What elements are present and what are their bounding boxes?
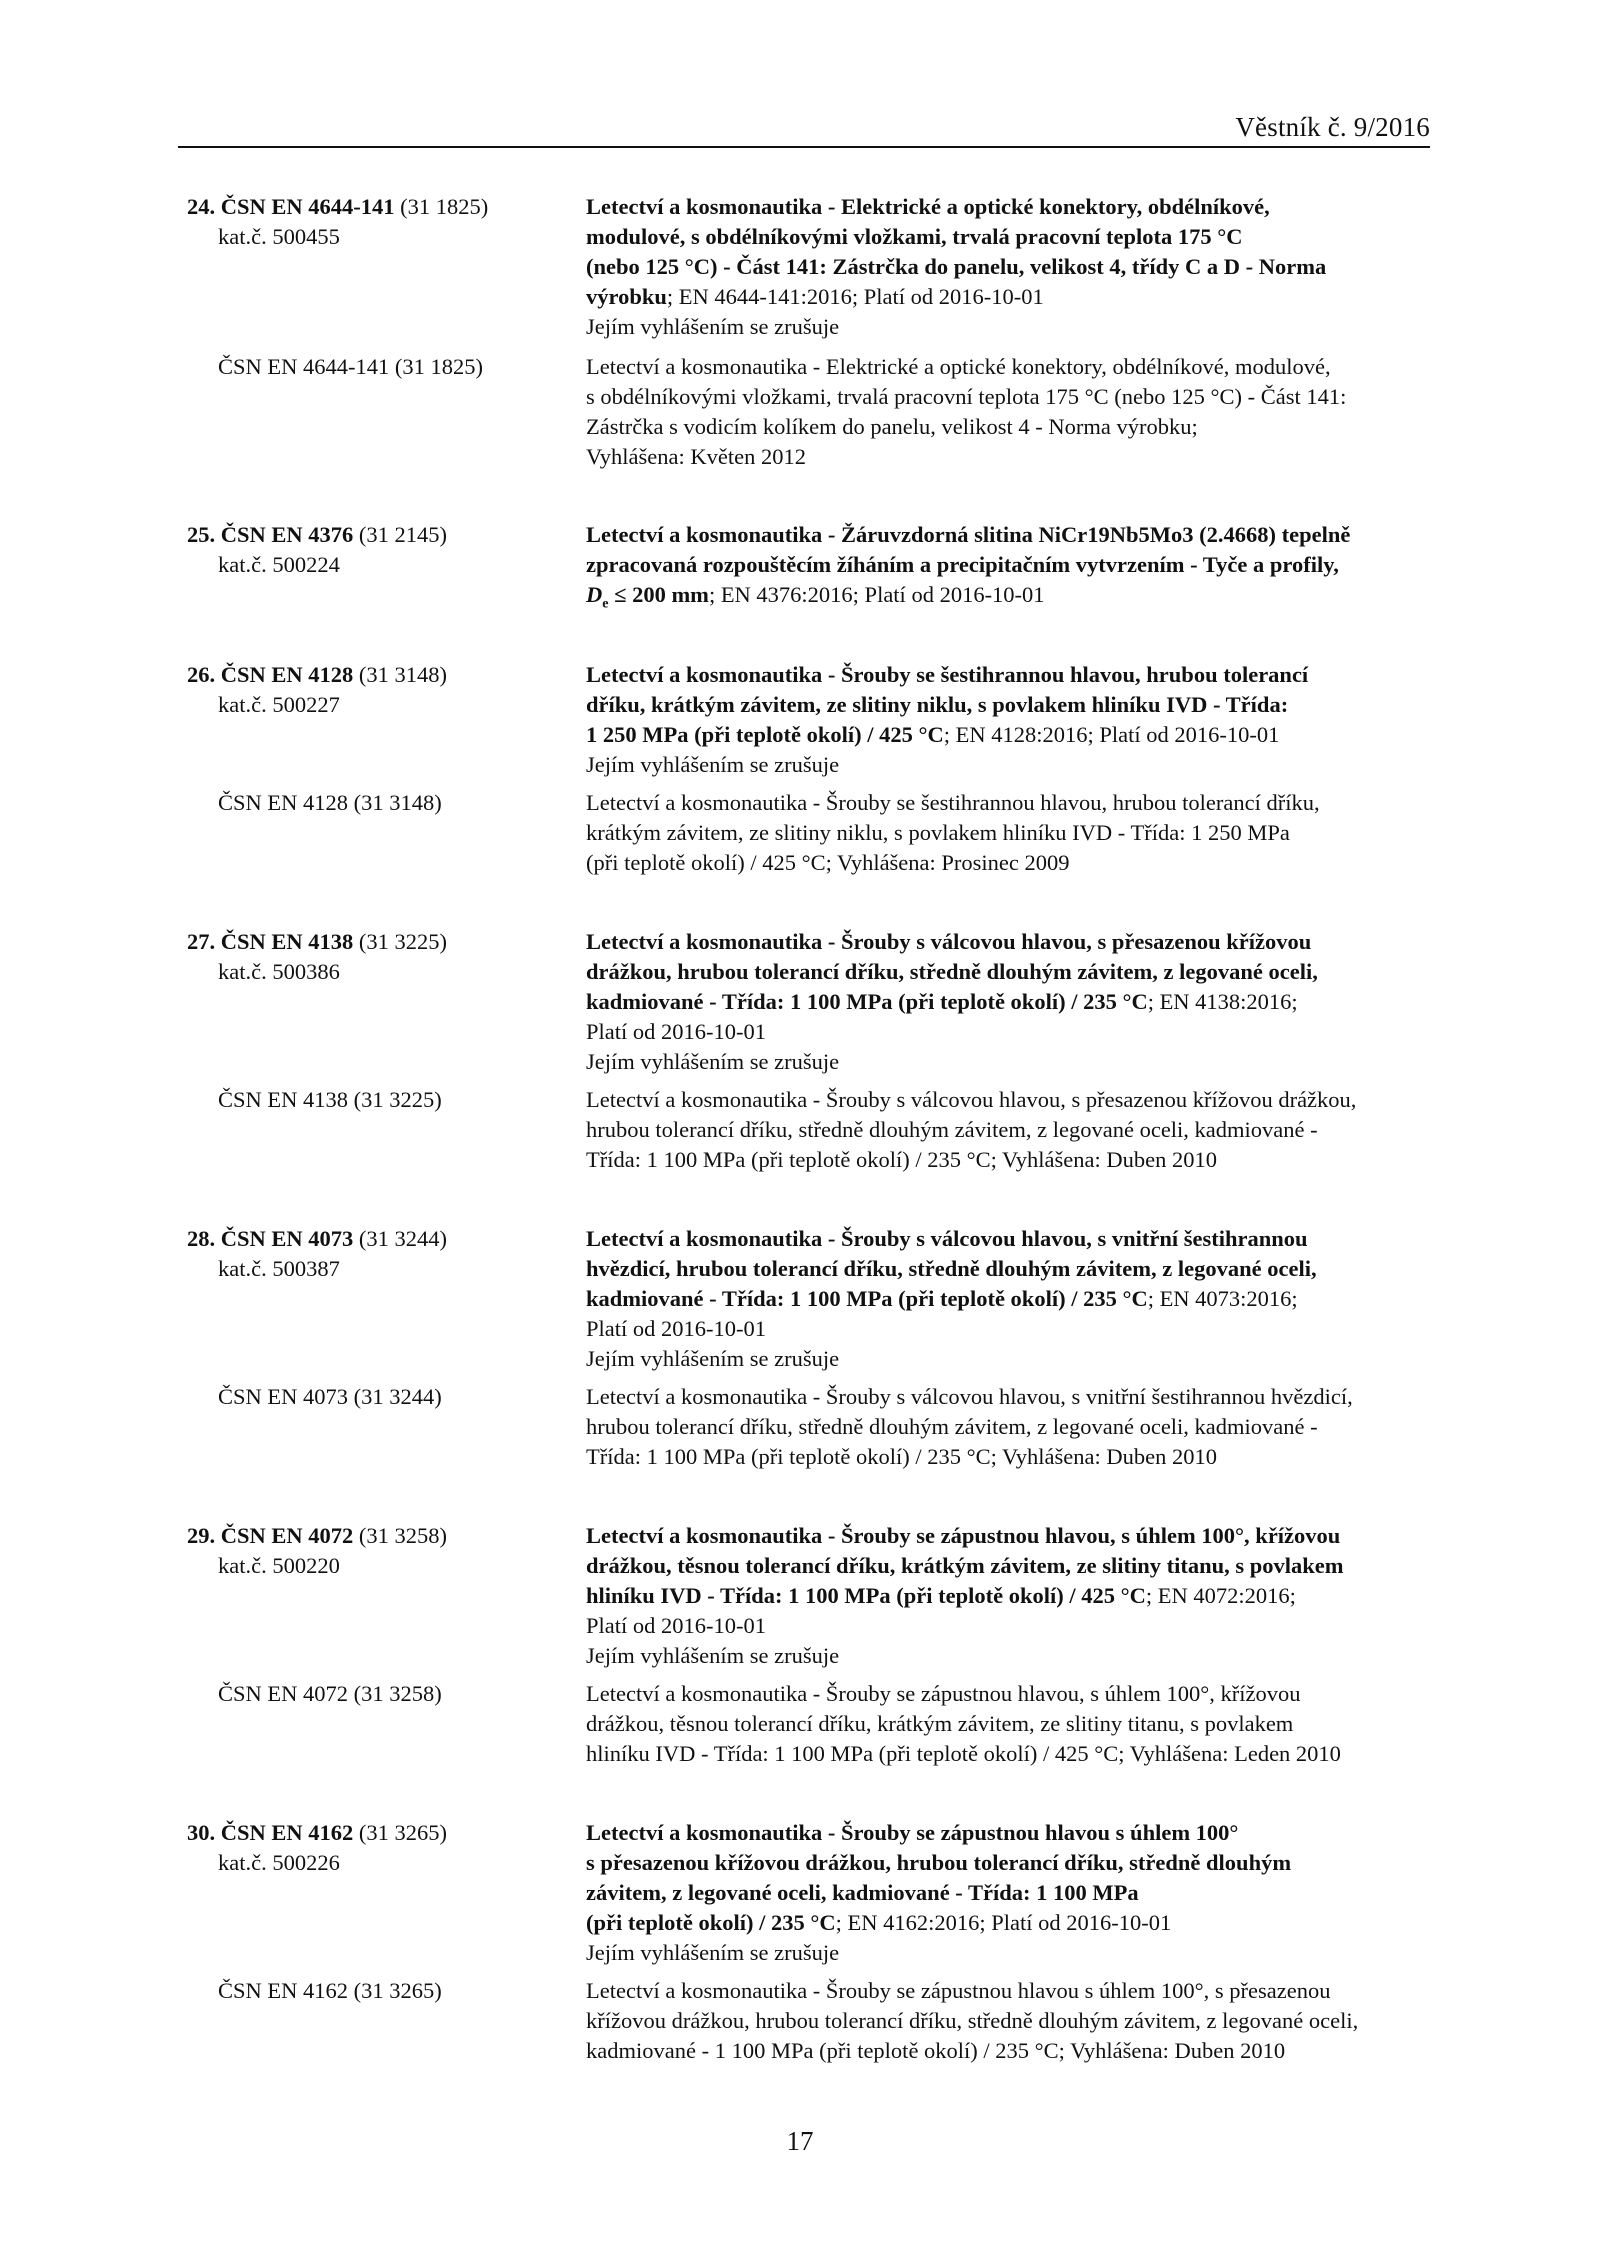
description-text: ; EN 4072:2016; xyxy=(1145,1583,1296,1608)
description-line xyxy=(586,1878,1436,1908)
old-standard-code: ČSN EN 4128 (31 3148) xyxy=(218,790,442,815)
catalog-number: kat.č. 500455 xyxy=(218,224,340,249)
description-line xyxy=(586,1047,1436,1077)
classification-code: (31 3258) xyxy=(353,1523,448,1548)
description-line xyxy=(586,1314,1436,1344)
standard-code xyxy=(187,927,547,957)
description-line xyxy=(586,1017,1436,1047)
standard-code-bold: ČSN EN 4072 xyxy=(220,1523,354,1548)
entry-number: 30. xyxy=(187,1820,221,1845)
description-line xyxy=(586,520,1436,550)
description-bold: modulové, s obdélníkovými vložkami, trvalá pracovní teplota 175 °C xyxy=(586,224,1243,249)
replaced-description-line: drážkou, těsnou tolerancí dříku, krátkým závitem, ze slitiny titanu, s povlakem xyxy=(586,1711,1294,1736)
description-line xyxy=(586,1284,1436,1314)
description-bold: 1 250 MPa (při teplotě okolí) / 425 °C xyxy=(586,722,944,747)
journal-title: Věstník č. 9/2016 xyxy=(1235,112,1430,142)
description-line xyxy=(586,252,1436,282)
standard-code-bold: ČSN EN 4128 xyxy=(220,662,354,687)
catalog-number: kat.č. 500220 xyxy=(218,1553,340,1578)
standard-code xyxy=(187,520,547,550)
description-bold: kadmiované - Třída: 1 100 MPa (při teplotě okolí) / 235 °C xyxy=(586,1286,1148,1311)
replaced-standard-code xyxy=(187,1679,547,1709)
replaced-description-line: Letectví a kosmonautika - Šrouby s válcovou hlavou, s vnitřní šestihrannou hvězdicí, xyxy=(586,1384,1353,1409)
description-text: ; EN 4644-141:2016; Platí od 2016-10-01 xyxy=(666,284,1044,309)
description-bold: Letectví a kosmonautika - Šrouby se šestihrannou hlavou, hrubou tolerancí xyxy=(586,662,1309,687)
description-line xyxy=(586,192,1436,222)
catalog-number: kat.č. 500224 xyxy=(218,552,340,577)
catalog-number: kat.č. 500387 xyxy=(218,1256,340,1281)
replaced-description-line: Letectví a kosmonautika - Šrouby se zápustnou hlavou s úhlem 100°, s přesazenou xyxy=(586,1978,1331,2003)
description-bold: Letectví a kosmonautika - Šrouby s válcovou hlavou, s vnitřní šestihrannou xyxy=(586,1226,1308,1251)
classification-code: (31 3225) xyxy=(353,929,448,954)
description-bold: kadmiované - Třída: 1 100 MPa (při teplotě okolí) / 235 °C xyxy=(586,989,1148,1014)
description-line xyxy=(586,1641,1436,1671)
description-bold: (nebo 125 °C) - Část 141: Zástrčka do panelu, velikost 4, třídy C a D - Norma xyxy=(586,254,1327,279)
entry-number: 29. xyxy=(187,1523,221,1548)
replaced-description-line: s obdélníkovými vložkami, trvalá pracovní teplota 175 °C (nebo 125 °C) - Část 141: xyxy=(586,384,1347,409)
old-standard-code: ČSN EN 4072 (31 3258) xyxy=(218,1681,442,1706)
description-bold: Letectví a kosmonautika - Šrouby se zápustnou hlavou s úhlem 100° xyxy=(586,1820,1239,1845)
standard-code-bold: ČSN EN 4073 xyxy=(220,1226,354,1251)
description-text: Platí od 2016-10-01 xyxy=(586,1019,766,1044)
description-line xyxy=(586,957,1436,987)
standard-identifier xyxy=(187,660,547,720)
standard-identifier xyxy=(187,1224,547,1284)
old-standard-code: ČSN EN 4138 (31 3225) xyxy=(218,1087,442,1112)
classification-code: (31 1825) xyxy=(394,194,489,219)
replaced-description-line: kadmiované - 1 100 MPa (při teplotě okolí) / 235 °C; Vyhlášena: Duben 2010 xyxy=(586,2038,1286,2063)
replaced-standard-description xyxy=(586,788,1436,878)
standard-description xyxy=(586,192,1436,342)
standard-description xyxy=(586,1521,1436,1671)
description-text: Jejím vyhlášením se zrušuje xyxy=(586,1049,840,1074)
replaced-description-line: Třída: 1 100 MPa (při teplotě okolí) / 235 °C; Vyhlášena: Duben 2010 xyxy=(586,1444,1217,1469)
description-line xyxy=(586,1581,1436,1611)
standard-identifier xyxy=(187,1521,547,1581)
description-bold: Letectví a kosmonautika - Šrouby se zápustnou hlavou, s úhlem 100°, křížovou xyxy=(586,1523,1341,1548)
description-text: ; EN 4073:2016; xyxy=(1147,1286,1298,1311)
replaced-description-line: Třída: 1 100 MPa (při teplotě okolí) / 235 °C; Vyhlášena: Duben 2010 xyxy=(586,1147,1217,1172)
standard-code xyxy=(187,192,547,222)
description-text: ; EN 4162:2016; Platí od 2016-10-01 xyxy=(835,1910,1172,1935)
replaced-description-line: hrubou tolerancí dříku, středně dlouhým závitem, z legované oceli, kadmiované - xyxy=(586,1414,1318,1439)
standard-description xyxy=(586,1224,1436,1374)
classification-code: (31 2145) xyxy=(353,522,448,547)
standard-code xyxy=(187,1818,547,1848)
page-number: 17 xyxy=(786,2126,814,2156)
description-bold: Letectví a kosmonautika - Šrouby s válcovou hlavou, s přesazenou křížovou xyxy=(586,929,1312,954)
replaced-standard-description xyxy=(586,1976,1436,2066)
catalog-number: kat.č. 500386 xyxy=(218,959,340,984)
description-bold: $D_e \le 200$ mm xyxy=(586,582,709,612)
description-bold: dříku, krátkým závitem, ze slitiny niklu, s povlakem hliníku IVD - Třída: xyxy=(586,692,1289,717)
description-text: Platí od 2016-10-01 xyxy=(586,1316,766,1341)
description-text: Jejím vyhlášením se zrušuje xyxy=(586,1643,840,1668)
description-text: Platí od 2016-10-01 xyxy=(586,1613,766,1638)
description-line xyxy=(586,550,1436,580)
description-text: ; EN 4128:2016; Platí od 2016-10-01 xyxy=(943,722,1280,747)
description-bold: hliníku IVD - Třída: 1 100 MPa (při teplotě okolí) / 425 °C xyxy=(586,1583,1146,1608)
standard-description xyxy=(586,520,1436,620)
replaced-description-line: Letectví a kosmonautika - Šrouby se zápustnou hlavou, s úhlem 100°, křížovou xyxy=(586,1681,1301,1706)
description-line xyxy=(586,1224,1436,1254)
replaced-description-line: Letectví a kosmonautika - Šrouby se šestihrannou hlavou, hrubou tolerancí dříku, xyxy=(586,790,1320,815)
description-text: Jejím vyhlášením se zrušuje xyxy=(586,314,840,339)
description-line xyxy=(586,1908,1436,1938)
description-line xyxy=(586,1344,1436,1374)
standard-identifier xyxy=(187,927,547,987)
description-text: Jejím vyhlášením se zrušuje xyxy=(586,1940,840,1965)
standard-identifier xyxy=(187,192,547,252)
description-text: Jejím vyhlášením se zrušuje xyxy=(586,1346,840,1371)
standard-identifier xyxy=(187,520,547,580)
description-line xyxy=(586,1521,1436,1551)
description-bold: zpracovaná rozpouštěcím žíháním a precipitačním vytvrzením - Tyče a profily, xyxy=(586,552,1339,577)
description-text: Jejím vyhlášením se zrušuje xyxy=(586,752,840,777)
old-standard-code: ČSN EN 4644-141 (31 1825) xyxy=(218,354,483,379)
catalog-number: kat.č. 500227 xyxy=(218,692,340,717)
description-line xyxy=(586,1938,1436,1968)
replaced-description-line: Letectví a kosmonautika - Elektrické a optické konektory, obdélníkové, modulové, xyxy=(586,354,1331,379)
entry-number: 25. xyxy=(187,522,221,547)
replaced-standard-description xyxy=(586,1679,1436,1769)
replaced-description-line: Vyhlášena: Květen 2012 xyxy=(586,444,806,469)
description-bold: Letectví a kosmonautika - Žáruvzdorná slitina NiCr19Nb5Mo3 (2.4668) tepelně xyxy=(586,522,1351,547)
classification-code: (31 3148) xyxy=(353,662,448,687)
replaced-description-line: Zástrčka s vodicím kolíkem do panelu, velikost 4 - Norma výrobku; xyxy=(586,414,1198,439)
description-line xyxy=(586,927,1436,957)
replaced-description-line: Letectví a kosmonautika - Šrouby s válcovou hlavou, s přesazenou křížovou drážkou, xyxy=(586,1087,1357,1112)
replaced-description-line: hliníku IVD - Třída: 1 100 MPa (při teplotě okolí) / 425 °C; Vyhlášena: Leden 2010 xyxy=(586,1741,1341,1766)
description-bold: Letectví a kosmonautika - Elektrické a optické konektory, obdélníkové, xyxy=(586,194,1270,219)
entry-number: 26. xyxy=(187,662,221,687)
standard-description xyxy=(586,660,1436,780)
description-bold: závitem, z legované oceli, kadmiované - Třída: 1 100 MPa xyxy=(586,1880,1139,1905)
description-line xyxy=(586,987,1436,1017)
replaced-standard-description xyxy=(586,352,1436,472)
description-line xyxy=(586,312,1436,342)
standard-identifier xyxy=(187,1818,547,1878)
standard-code xyxy=(187,660,547,690)
description-line xyxy=(586,222,1436,252)
description-line xyxy=(586,1551,1436,1581)
description-line xyxy=(586,1611,1436,1641)
replaced-standard-code xyxy=(187,1382,547,1412)
old-standard-code: ČSN EN 4073 (31 3244) xyxy=(218,1384,442,1409)
description-bold: s přesazenou křížovou drážkou, hrubou tolerancí dříku, středně dlouhým xyxy=(586,1850,1292,1875)
description-line xyxy=(586,690,1436,720)
description-line xyxy=(586,660,1436,690)
replaced-standard-code xyxy=(187,788,547,818)
entry-number: 27. xyxy=(187,929,221,954)
standard-code-bold: ČSN EN 4644-141 xyxy=(220,194,395,219)
description-bold: hvězdicí, hrubou tolerancí dříku, středně dlouhým závitem, z legované oceli, xyxy=(586,1256,1317,1281)
standard-code-bold: ČSN EN 4162 xyxy=(220,1820,354,1845)
standard-code-bold: ČSN EN 4138 xyxy=(220,929,354,954)
standard-code-bold: ČSN EN 4376 xyxy=(220,522,354,547)
description-bold: výrobku xyxy=(586,284,667,309)
description-line xyxy=(586,1848,1436,1878)
description-bold: drážkou, těsnou tolerancí dříku, krátkým závitem, ze slitiny titanu, s povlakem xyxy=(586,1553,1344,1578)
standard-description xyxy=(586,1818,1436,1968)
entry-number: 24. xyxy=(187,194,221,219)
catalog-number: kat.č. 500226 xyxy=(218,1850,340,1875)
description-line xyxy=(586,750,1436,780)
description-line xyxy=(586,720,1436,750)
header-divider xyxy=(178,146,1430,148)
replaced-description-line: křížovou drážkou, hrubou tolerancí dříku, středně dlouhým závitem, z legované oceli, xyxy=(586,2008,1359,2033)
replaced-description-line: krátkým závitem, ze slitiny niklu, s povlakem hliníku IVD - Třída: 1 250 MPa xyxy=(586,820,1290,845)
replaced-standard-code xyxy=(187,1085,547,1115)
description-text: ; EN 4138:2016; xyxy=(1147,989,1298,1014)
classification-code: (31 3244) xyxy=(353,1226,448,1251)
entry-number: 28. xyxy=(187,1226,221,1251)
standard-code xyxy=(187,1224,547,1254)
replaced-standard-code xyxy=(187,352,547,382)
standard-code xyxy=(187,1521,547,1551)
replaced-standard-description xyxy=(586,1382,1436,1472)
description-line xyxy=(586,282,1436,312)
description-text: ; EN 4376:2016; Platí od 2016-10-01 xyxy=(708,582,1045,607)
replaced-standard-code xyxy=(187,1976,547,2006)
description-line xyxy=(586,1818,1436,1848)
standard-description xyxy=(586,927,1436,1077)
description-line xyxy=(586,580,1436,620)
description-bold: drážkou, hrubou tolerancí dříku, středně dlouhým závitem, z legované oceli, xyxy=(586,959,1318,984)
replaced-description-line: hrubou tolerancí dříku, středně dlouhým závitem, z legované oceli, kadmiované - xyxy=(586,1117,1318,1142)
old-standard-code: ČSN EN 4162 (31 3265) xyxy=(218,1978,442,2003)
classification-code: (31 3265) xyxy=(353,1820,448,1845)
description-bold: (při teplotě okolí) / 235 °C xyxy=(586,1910,836,1935)
replaced-standard-description xyxy=(586,1085,1436,1175)
replaced-description-line: (při teplotě okolí) / 425 °C; Vyhlášena: Prosinec 2009 xyxy=(586,850,1070,875)
description-line xyxy=(586,1254,1436,1284)
